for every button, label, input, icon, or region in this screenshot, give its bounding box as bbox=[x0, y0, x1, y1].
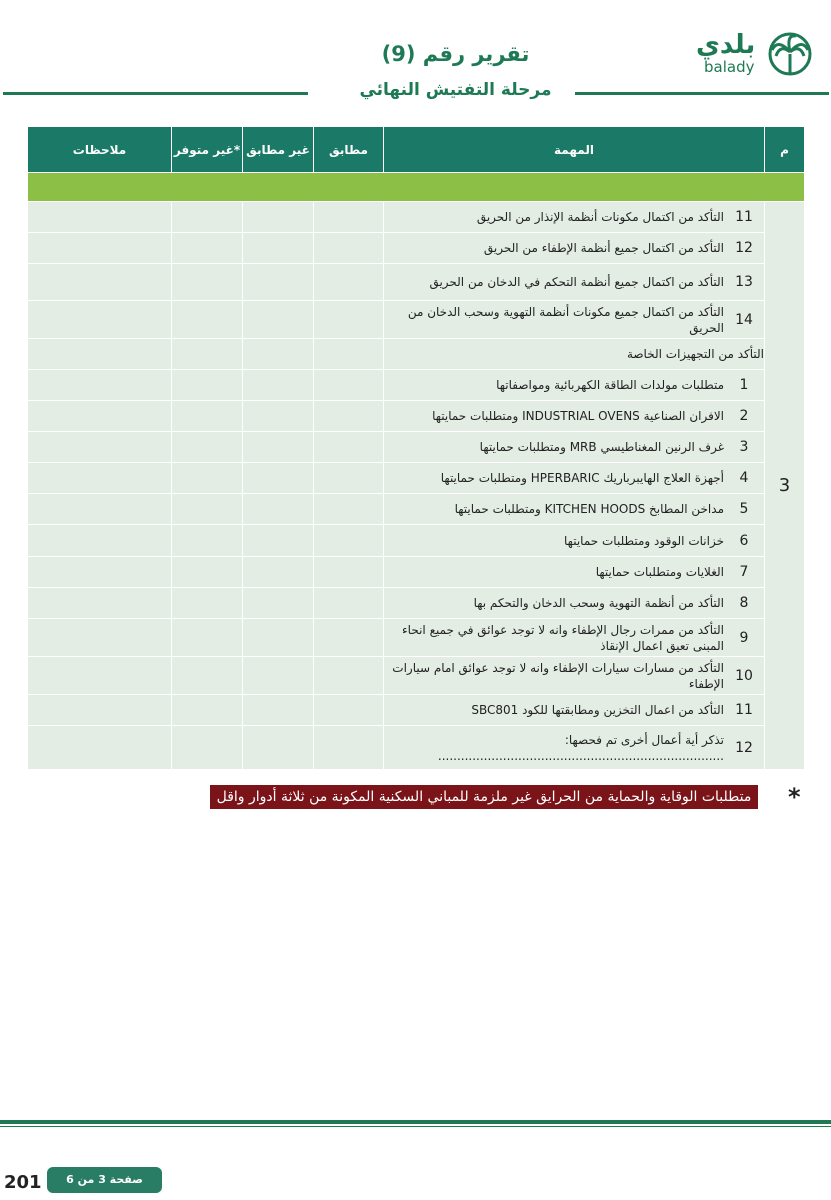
compliant-cell[interactable] bbox=[314, 370, 384, 401]
table-row bbox=[28, 264, 805, 301]
header-rule-left bbox=[3, 92, 308, 95]
compliant-cell[interactable] bbox=[314, 432, 384, 463]
page-indicator-badge: صفحة 3 من 6 bbox=[47, 1167, 162, 1193]
task-text: متطلبات مولدات الطاقة الكهربائية ومواصفاتها bbox=[496, 378, 724, 392]
notes-cell[interactable] bbox=[28, 695, 172, 726]
task-cell bbox=[384, 432, 765, 463]
not-available-cell[interactable] bbox=[172, 619, 243, 657]
table-row bbox=[28, 432, 805, 463]
not-compliant-cell[interactable] bbox=[243, 264, 314, 301]
not-compliant-cell[interactable] bbox=[243, 432, 314, 463]
notes-cell[interactable] bbox=[28, 370, 172, 401]
notes-cell[interactable] bbox=[28, 301, 172, 339]
task-text: التأكد من اكتمال مكونات أنظمة الإنذار من الحريق bbox=[476, 210, 724, 224]
page-number: 201 bbox=[4, 1172, 42, 1193]
task-text: التأكد من مسارات سيارات الإطفاء وانه لا توجد عوائق امام سيارات الإطفاء bbox=[392, 660, 724, 691]
report-subtitle: مرحلة التفتيش النهائي bbox=[359, 80, 552, 100]
table-row bbox=[28, 370, 805, 401]
compliant-cell[interactable] bbox=[314, 557, 384, 588]
item-number: 6 bbox=[739, 532, 749, 549]
not-compliant-cell[interactable] bbox=[243, 588, 314, 619]
footer-rule bbox=[0, 1120, 831, 1124]
not-available-cell[interactable] bbox=[172, 463, 243, 494]
task-text: أجهزة العلاج الهايبرباريك HPERBARIC ومتطلبات حمايتها bbox=[440, 471, 724, 485]
task-text: خزانات الوقود ومتطلبات حمايتها bbox=[564, 533, 724, 548]
task-cell bbox=[384, 301, 765, 339]
not-available-cell[interactable] bbox=[172, 494, 243, 525]
not-compliant-cell[interactable] bbox=[243, 695, 314, 726]
task-cell bbox=[384, 370, 765, 401]
task-text: التأكد من أنظمة التهوية وسحب الدخان والتحكم بها bbox=[473, 596, 724, 610]
group-number: 3 bbox=[765, 202, 805, 770]
notes-cell[interactable] bbox=[28, 432, 172, 463]
task-cell bbox=[384, 401, 765, 432]
task-cell bbox=[384, 557, 765, 588]
not-compliant-cell[interactable] bbox=[243, 619, 314, 657]
not-available-cell[interactable] bbox=[172, 695, 243, 726]
task-cell bbox=[384, 657, 765, 695]
compliant-cell[interactable] bbox=[314, 588, 384, 619]
notes-cell[interactable] bbox=[28, 463, 172, 494]
compliant-cell[interactable] bbox=[314, 202, 384, 233]
not-available-cell[interactable] bbox=[172, 202, 243, 233]
not-compliant-cell[interactable] bbox=[243, 339, 314, 370]
item-number: 11 bbox=[735, 702, 753, 718]
header-index: م bbox=[765, 127, 805, 173]
not-compliant-cell[interactable] bbox=[243, 557, 314, 588]
not-compliant-cell[interactable] bbox=[243, 401, 314, 432]
task-text: التأكد من اكتمال جميع أنظمة الإطفاء من الحريق bbox=[483, 241, 724, 255]
not-available-cell[interactable] bbox=[172, 370, 243, 401]
item-number: 10 bbox=[735, 667, 753, 684]
task-text: التأكد من ممرات رجال الإطفاء وانه لا توجد عوائق في جميع انحاء المبنى تعيق اعمال الإنقاذ bbox=[402, 622, 724, 653]
task-cell bbox=[384, 233, 765, 264]
table-row bbox=[28, 339, 805, 370]
compliant-cell[interactable] bbox=[314, 494, 384, 525]
not-compliant-cell[interactable] bbox=[243, 233, 314, 264]
compliant-cell[interactable] bbox=[314, 401, 384, 432]
compliant-cell[interactable] bbox=[314, 233, 384, 264]
not-compliant-cell[interactable] bbox=[243, 463, 314, 494]
task-text: التأكد من اعمال التخزين ومطابقتها للكود SBC801 bbox=[471, 703, 724, 717]
not-available-cell[interactable] bbox=[172, 233, 243, 264]
compliant-cell[interactable] bbox=[314, 726, 384, 770]
notes-cell[interactable] bbox=[28, 619, 172, 657]
notes-cell[interactable] bbox=[28, 233, 172, 264]
header-not-available: غير متوفر* bbox=[172, 127, 243, 173]
compliant-cell[interactable] bbox=[314, 264, 384, 301]
table-row bbox=[28, 233, 805, 264]
table-row bbox=[28, 525, 805, 557]
not-available-cell[interactable] bbox=[172, 339, 243, 370]
item-number: 2 bbox=[739, 408, 749, 424]
not-compliant-cell[interactable] bbox=[243, 301, 314, 339]
item-number: 12 bbox=[735, 739, 753, 756]
header-not-compliant: غير مطابق bbox=[243, 127, 314, 173]
item-number: 4 bbox=[739, 470, 749, 486]
item-number: 14 bbox=[735, 311, 753, 328]
footnote-text: متطلبات الوقاية والحماية من الحرايق غير ملزمة للمباني السكنية المكونة من ثلاثة أدوار واقل bbox=[210, 785, 758, 809]
task-cell bbox=[384, 264, 765, 301]
header-notes: ملاحظات bbox=[28, 127, 172, 173]
blank-fill-line[interactable]: ........................................................................... bbox=[437, 748, 724, 763]
item-number: 5 bbox=[739, 501, 749, 517]
item-number: 12 bbox=[735, 240, 753, 256]
notes-cell[interactable] bbox=[28, 339, 172, 370]
notes-cell[interactable] bbox=[28, 202, 172, 233]
not-compliant-cell[interactable] bbox=[243, 370, 314, 401]
table-row bbox=[28, 557, 805, 588]
compliant-cell[interactable] bbox=[314, 301, 384, 339]
not-compliant-cell[interactable] bbox=[243, 657, 314, 695]
compliant-cell[interactable] bbox=[314, 657, 384, 695]
item-number: 9 bbox=[739, 629, 749, 646]
task-cell bbox=[384, 695, 765, 726]
item-number: 1 bbox=[739, 377, 749, 393]
task-cell bbox=[384, 202, 765, 233]
not-available-cell[interactable] bbox=[172, 401, 243, 432]
item-number: 7 bbox=[739, 564, 749, 580]
compliant-cell[interactable] bbox=[314, 525, 384, 557]
notes-cell[interactable] bbox=[28, 726, 172, 770]
compliant-cell[interactable] bbox=[314, 463, 384, 494]
task-text: الغلايات ومتطلبات حمايتها bbox=[595, 565, 724, 579]
notes-cell[interactable] bbox=[28, 557, 172, 588]
task-cell bbox=[384, 588, 765, 619]
table-row bbox=[28, 619, 805, 657]
notes-cell[interactable] bbox=[28, 264, 172, 301]
inspection-table bbox=[27, 126, 805, 770]
not-available-cell[interactable] bbox=[172, 525, 243, 557]
notes-cell[interactable] bbox=[28, 401, 172, 432]
task-text: تذكر أية أعمال أخرى تم فحصها: bbox=[564, 732, 724, 747]
notes-cell[interactable] bbox=[28, 525, 172, 557]
item-number: 11 bbox=[735, 209, 753, 225]
task-cell bbox=[384, 726, 765, 770]
task-cell bbox=[384, 339, 765, 370]
task-text: الافران الصناعية INDUSTRIAL OVENS ومتطلبات حمايتها bbox=[432, 409, 724, 423]
table-row bbox=[28, 695, 805, 726]
logo-arabic-text: بلدي bbox=[696, 30, 756, 60]
notes-cell[interactable] bbox=[28, 494, 172, 525]
task-text: التأكد من التجهيزات الخاصة bbox=[626, 347, 764, 361]
not-available-cell[interactable] bbox=[172, 264, 243, 301]
table-row bbox=[28, 494, 805, 525]
item-number: 8 bbox=[739, 595, 749, 611]
task-text: التأكد من اكتمال جميع مكونات أنظمة التهوية وسحب الدخان من الحريق bbox=[407, 304, 724, 335]
logo-english-text: balady bbox=[704, 58, 755, 76]
section-band bbox=[28, 173, 805, 202]
table-row bbox=[28, 202, 805, 233]
not-available-cell[interactable] bbox=[172, 301, 243, 339]
compliant-cell[interactable] bbox=[314, 619, 384, 657]
task-text: غرف الرنين المغناطيسي MRB ومتطلبات حمايتها bbox=[479, 440, 724, 454]
report-title: تقرير رقم (9) bbox=[381, 42, 530, 66]
table-row bbox=[28, 301, 805, 339]
task-cell bbox=[384, 494, 765, 525]
notes-cell[interactable] bbox=[28, 657, 172, 695]
not-compliant-cell[interactable] bbox=[243, 525, 314, 557]
table-row bbox=[28, 588, 805, 619]
item-number: 13 bbox=[735, 274, 753, 290]
table-row bbox=[28, 657, 805, 695]
task-text: مداخن المطابخ KITCHEN HOODS ومتطلبات حمايتها bbox=[454, 502, 724, 516]
compliant-cell[interactable] bbox=[314, 695, 384, 726]
header-task: المهمة bbox=[384, 127, 765, 173]
not-compliant-cell[interactable] bbox=[243, 202, 314, 233]
not-compliant-cell[interactable] bbox=[243, 494, 314, 525]
footer-rule-thin bbox=[0, 1126, 831, 1127]
table-row bbox=[28, 401, 805, 432]
task-text: التأكد من اكتمال جميع أنظمة التحكم في الدخان من الحريق bbox=[429, 275, 724, 289]
compliant-cell[interactable] bbox=[314, 339, 384, 370]
header-compliant: مطابق bbox=[314, 127, 384, 173]
not-compliant-cell[interactable] bbox=[243, 726, 314, 770]
table-row bbox=[28, 726, 805, 770]
item-number: 3 bbox=[739, 439, 749, 455]
task-cell bbox=[384, 619, 765, 657]
header-rule-right bbox=[575, 92, 829, 95]
not-available-cell[interactable] bbox=[172, 726, 243, 770]
table-row bbox=[28, 463, 805, 494]
footnote-star: * bbox=[788, 783, 801, 811]
task-cell bbox=[384, 525, 765, 557]
not-available-cell[interactable] bbox=[172, 432, 243, 463]
not-available-cell[interactable] bbox=[172, 588, 243, 619]
not-available-cell[interactable] bbox=[172, 557, 243, 588]
not-available-cell[interactable] bbox=[172, 657, 243, 695]
notes-cell[interactable] bbox=[28, 588, 172, 619]
task-cell bbox=[384, 463, 765, 494]
